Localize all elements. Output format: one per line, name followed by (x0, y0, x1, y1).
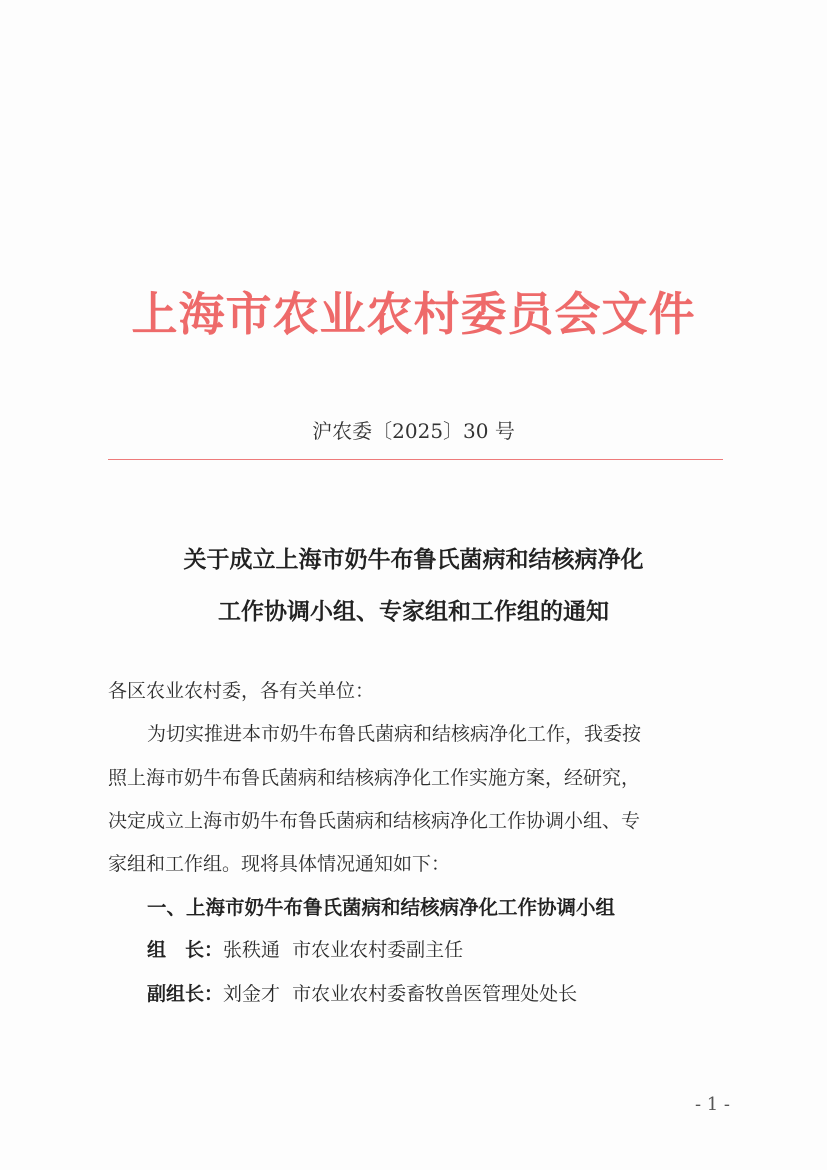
member-role: 组 长： (147, 939, 224, 961)
section-1-heading: 一、上海市奶牛布鲁氏菌病和结核病净化工作协调小组 (147, 896, 616, 919)
salutation: 各区农业农村委，各有关单位： (108, 680, 375, 702)
paragraph-line-1: 为切实推进本市奶牛布鲁氏菌病和结核病净化工作，我委按 (147, 723, 642, 745)
paragraph-line-4: 家组和工作组。现将具体情况通知如下： (108, 853, 451, 875)
member-title: 市农业农村委畜牧兽医管理处处长 (292, 983, 578, 1005)
member-title: 市农业农村委副主任 (292, 939, 464, 961)
notice-title-line-1: 关于成立上海市奶牛布鲁氏菌病和结核病净化 (183, 546, 644, 573)
member-row-deputy-leader (147, 979, 577, 1006)
member-name: 张秩通 (223, 939, 281, 961)
page-number: - 1 - (694, 1094, 730, 1115)
document-number: 沪农委〔2025〕30 号 (312, 419, 515, 443)
member-row-leader (147, 935, 463, 962)
organization-title: 上海市农业农村委员会文件 (131, 287, 696, 341)
member-role: 副组长： (147, 983, 224, 1005)
member-name: 刘金才 (223, 983, 281, 1005)
paragraph-line-3: 决定成立上海市奶牛布鲁氏菌病和结核病净化工作协调小组、专 (108, 810, 641, 832)
red-divider-line (108, 459, 723, 460)
notice-title-line-2: 工作协调小组、专家组和工作组的通知 (218, 598, 609, 625)
paragraph-line-2: 照上海市奶牛布鲁氏菌病和结核病净化工作实施方案，经研究， (108, 767, 641, 789)
